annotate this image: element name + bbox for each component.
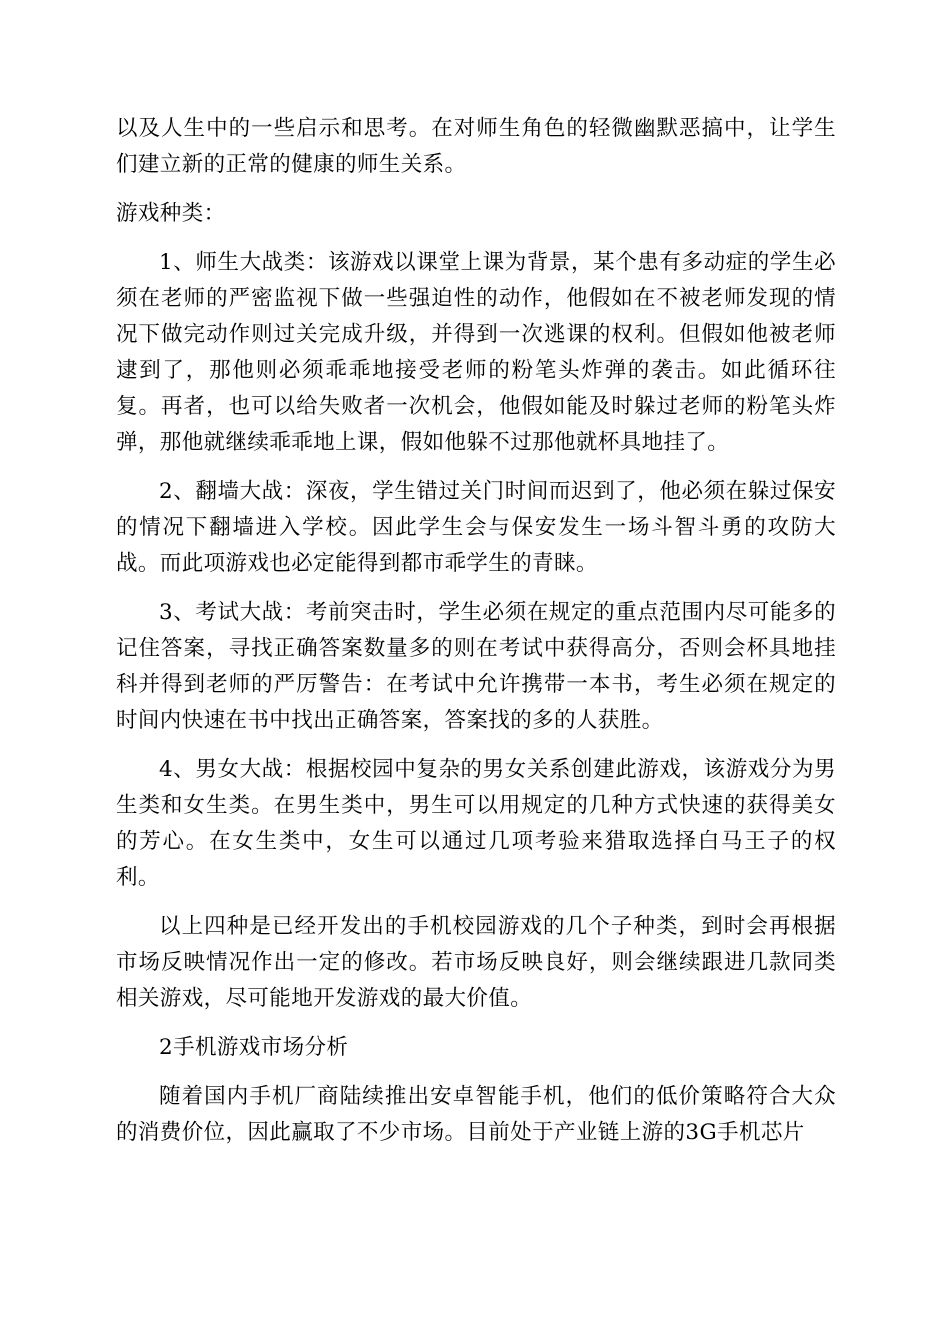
paragraph-game-type-1: 1、师生大战类：该游戏以课堂上课为背景，某个患有多动症的学生必须在老师的严密监视下做一些强迫性的动作，他假如在不被老师发现的情况下做完动作则过关完成升级，并得到一次逃课的权利。但假如他被老师逮到了，那他则必须乖乖地接受老师的粉笔头炸弹的袭击。如此循环往复。再者，也可以给失败者一次机会，他假如能及时躲过老师的粉笔头炸弹，那他就继续乖乖地上课，假如他躲不过那他就杯具地挂了。 (116, 250, 836, 455)
game-types-heading: 游戏种类： (116, 201, 226, 226)
paragraph-market-analysis: 随着国内手机厂商陆续推出安卓智能手机，他们的低价策略符合大众的消费价位，因此赢取了不少市场。目前处于产业链上游的3G手机芯片 (116, 1084, 836, 1145)
paragraph-game-type-2: 2、翻墙大战：深夜，学生错过关门时间而迟到了，他必须在躲过保安的情况下翻墙进入学校。因此学生会与保安发生一场斗智斗勇的攻防大战。而此项游戏也必定能得到都市乖学生的青睐。 (116, 479, 836, 576)
paragraph-game-type-4: 4、男女大战：根据校园中复杂的男女关系创建此游戏，该游戏分为男生类和女生类。在男生类中，男生可以用规定的几种方式快速的获得美女的芳心。在女生类中，女生可以通过几项考验来猎取选择白马王子的权利。 (116, 757, 836, 890)
paragraph-intro-continuation: 以及人生中的一些启示和思考。在对师生角色的轻微幽默恶搞中，让学生们建立新的正常的健康的师生关系。 (116, 116, 836, 177)
paragraph-game-type-3: 3、考试大战：考前突击时，学生必须在规定的重点范围内尽可能多的记住答案，寻找正确答案数量多的则在考试中获得高分，否则会杯具地挂科并得到老师的严厉警告：在考试中允许携带一本书，考生必须在规定的时间内快速在书中找出正确答案，答案找的多的人获胜。 (116, 600, 836, 733)
document-body (116, 111, 836, 1164)
paragraph-summary: 以上四种是已经开发出的手机校园游戏的几个子种类，到时会再根据市场反映情况作出一定的修改。若市场反映良好，则会继续跟进几款同类相关游戏，尽可能地开发游戏的最大价值。 (116, 914, 836, 1011)
section-heading-market-analysis: 2手机游戏市场分析 (159, 1035, 349, 1060)
